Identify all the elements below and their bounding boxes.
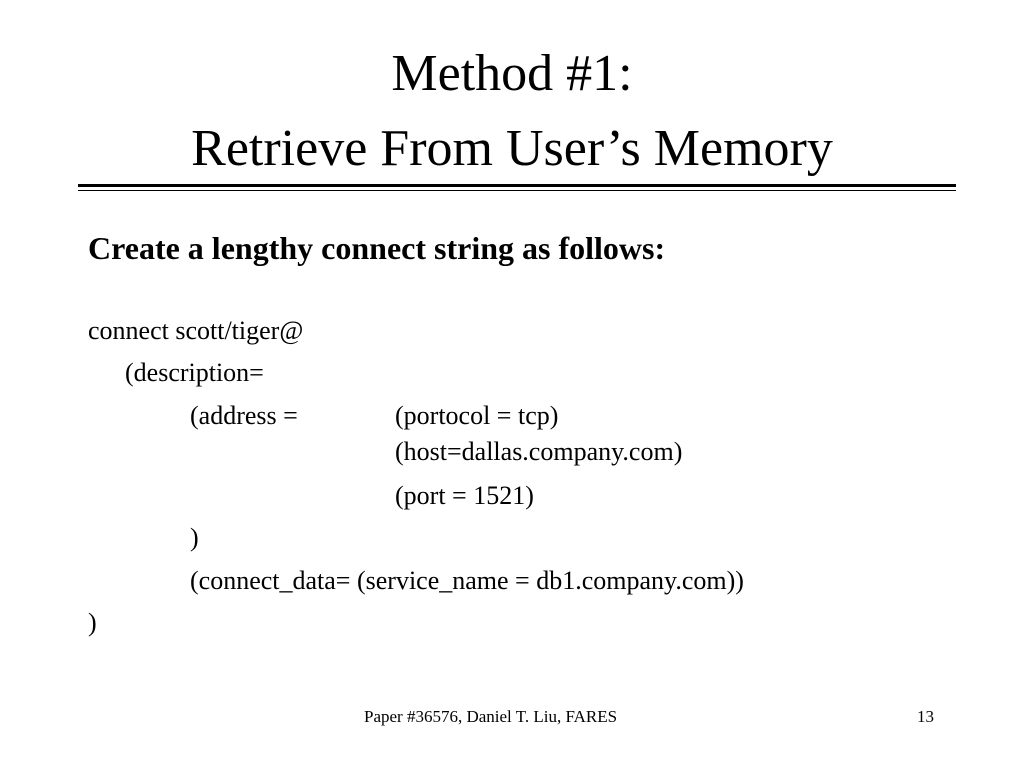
slide-subheading: Create a lengthy connect string as follows: [88, 230, 666, 266]
code-line-description: (description= [125, 358, 264, 387]
code-line-close-paren: ) [190, 523, 199, 552]
slide-title-line-2: Retrieve From User’s Memory [191, 120, 833, 177]
code-line-final-paren: ) [88, 608, 97, 637]
code-line-port: (port = 1521) [395, 481, 534, 510]
footer-page-number: 13 [917, 707, 934, 726]
code-line-host: (host=dallas.company.com) [395, 437, 683, 466]
footer-credit: Paper #36576, Daniel T. Liu, FARES [364, 707, 618, 726]
title-divider-thick [78, 184, 956, 187]
slide-title-line-1: Method #1: [391, 45, 633, 102]
code-line-address: (address = [190, 401, 298, 430]
code-line-connect: connect scott/tiger@ [88, 316, 304, 345]
code-line-connect-data: (connect_data= (service_name = db1.company.com)) [190, 566, 744, 595]
title-divider-thin [78, 190, 956, 191]
code-line-protocol: (portocol = tcp) [395, 401, 559, 430]
